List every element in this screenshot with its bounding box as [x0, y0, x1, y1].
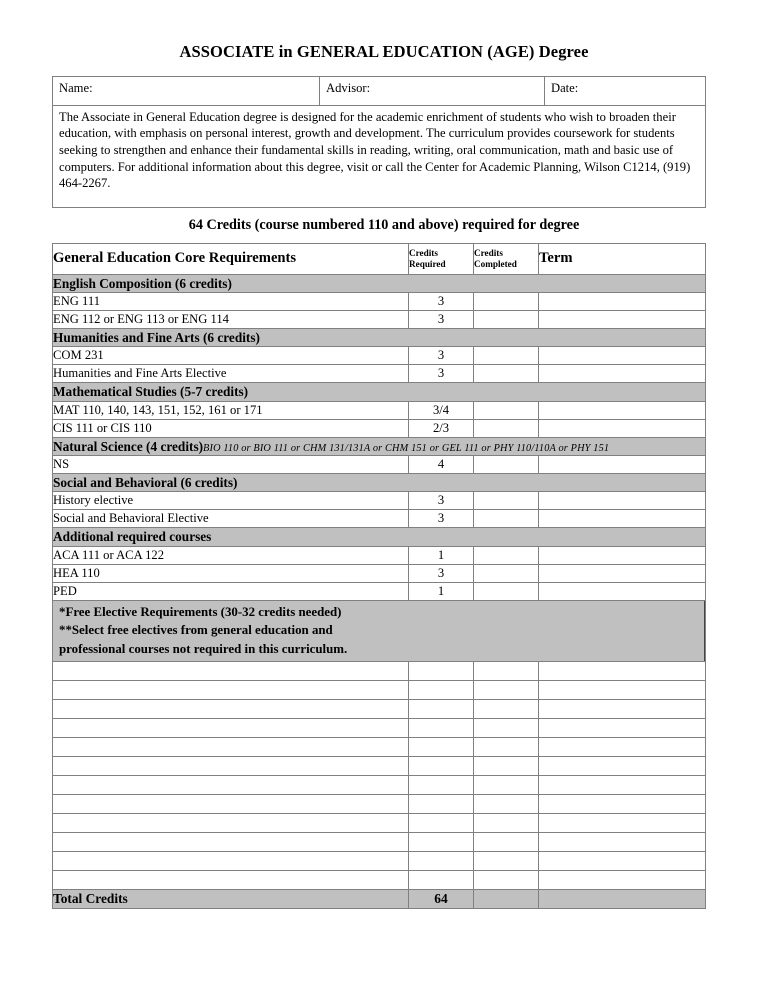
blank-entry-row: [53, 681, 706, 700]
blank-entry-row: [53, 814, 706, 833]
blank-course-name[interactable]: [53, 700, 409, 719]
course-credits-completed[interactable]: [474, 347, 539, 365]
blank-course-name[interactable]: [53, 814, 409, 833]
course-term[interactable]: [539, 401, 706, 419]
blank-credits-completed[interactable]: [474, 814, 539, 833]
blank-credits-completed[interactable]: [474, 795, 539, 814]
course-credits-required: 1: [409, 546, 474, 564]
blank-entry-row: [53, 871, 706, 890]
blank-course-name[interactable]: [53, 662, 409, 681]
blank-entry-row: [53, 833, 706, 852]
section-title-english-composition: English Composition (6 credits): [53, 274, 706, 292]
credits-required-line2: Required: [409, 258, 446, 269]
blank-credits-required[interactable]: [409, 700, 474, 719]
table-row: [53, 564, 706, 582]
blank-entry-row: [53, 757, 706, 776]
blank-credits-completed[interactable]: [474, 833, 539, 852]
course-term[interactable]: [539, 347, 706, 365]
blank-credits-required[interactable]: [409, 795, 474, 814]
section-header-row: [53, 437, 706, 455]
blank-credits-required[interactable]: [409, 681, 474, 700]
total-term[interactable]: [539, 890, 706, 908]
course-term[interactable]: [539, 510, 706, 528]
course-credits-required: 4: [409, 456, 474, 474]
course-name: MAT 110, 140, 143, 151, 152, 161 or 171: [53, 401, 409, 419]
course-credits-completed[interactable]: [474, 311, 539, 329]
section-header-row: [53, 329, 706, 347]
section-header-row: [53, 474, 706, 492]
section-header-row: [53, 383, 706, 401]
course-name: ENG 112 or ENG 113 or ENG 114: [53, 311, 409, 329]
blank-term[interactable]: [539, 719, 706, 738]
course-credits-completed[interactable]: [474, 582, 539, 600]
course-credits-required: 3: [409, 492, 474, 510]
page-title: ASSOCIATE in GENERAL EDUCATION (AGE) Degree: [179, 42, 589, 61]
table-row: [53, 546, 706, 564]
blank-credits-required[interactable]: [409, 871, 474, 890]
course-credits-required: 3: [409, 564, 474, 582]
course-term[interactable]: [539, 582, 706, 600]
course-term[interactable]: [539, 365, 706, 383]
blank-term[interactable]: [539, 681, 706, 700]
date-field[interactable]: Date:: [545, 76, 706, 105]
course-credits-completed[interactable]: [474, 365, 539, 383]
blank-term[interactable]: [539, 814, 706, 833]
section-title-social-behavioral: Social and Behavioral (6 credits): [53, 474, 706, 492]
table-row: [53, 293, 706, 311]
blank-course-name[interactable]: [53, 738, 409, 757]
course-name: HEA 110: [53, 564, 409, 582]
course-credits-required: 3: [409, 311, 474, 329]
credits-completed-line2: Completed: [474, 258, 517, 269]
table-row: [53, 311, 706, 329]
blank-term[interactable]: [539, 852, 706, 871]
blank-credits-completed[interactable]: [474, 700, 539, 719]
course-credits-completed[interactable]: [474, 564, 539, 582]
course-name: ACA 111 or ACA 122: [53, 546, 409, 564]
blank-credits-completed[interactable]: [474, 681, 539, 700]
blank-credits-required[interactable]: [409, 814, 474, 833]
course-credits-completed[interactable]: [474, 456, 539, 474]
student-info-table: [52, 76, 706, 208]
info-description-row: [53, 105, 706, 207]
table-header-row: [53, 243, 706, 274]
blank-entry-row: [53, 662, 706, 681]
course-term[interactable]: [539, 492, 706, 510]
blank-entry-row: [53, 776, 706, 795]
blank-term[interactable]: [539, 700, 706, 719]
section-title-mathematical-studies: Mathematical Studies (5-7 credits): [53, 383, 706, 401]
blank-term[interactable]: [539, 776, 706, 795]
blank-course-name[interactable]: [53, 852, 409, 871]
requirements-table: [52, 243, 706, 909]
total-credits-row: [53, 890, 706, 908]
section-title-natural-science: [53, 437, 706, 455]
course-credits-required: 2/3: [409, 419, 474, 437]
blank-course-name[interactable]: [53, 719, 409, 738]
blank-course-name[interactable]: [53, 776, 409, 795]
course-credits-completed[interactable]: [474, 419, 539, 437]
table-row: [53, 347, 706, 365]
course-name: History elective: [53, 492, 409, 510]
free-elective-note-row: [53, 600, 706, 662]
blank-term[interactable]: [539, 757, 706, 776]
credits-completed-line1: Credits: [474, 247, 503, 258]
course-credits-required: 3: [409, 293, 474, 311]
course-name: Social and Behavioral Elective: [53, 510, 409, 528]
table-row: [53, 456, 706, 474]
section-title-humanities-fine-arts: Humanities and Fine Arts (6 credits): [53, 329, 706, 347]
info-header-row: [53, 76, 706, 105]
blank-credits-completed[interactable]: [474, 776, 539, 795]
blank-credits-required[interactable]: [409, 662, 474, 681]
blank-credits-completed[interactable]: [474, 719, 539, 738]
course-credits-required: 1: [409, 582, 474, 600]
blank-entry-row: [53, 795, 706, 814]
course-name: COM 231: [53, 347, 409, 365]
course-name: ENG 111: [53, 293, 409, 311]
blank-course-name[interactable]: [53, 681, 409, 700]
section-header-row: [53, 274, 706, 292]
column-header-credits-completed: [474, 243, 539, 274]
course-term[interactable]: [539, 546, 706, 564]
credits-requirement-line: 64 Credits (course numbered 110 and above) required for degree: [188, 216, 580, 233]
blank-credits-required[interactable]: [409, 776, 474, 795]
blank-entry-row: [53, 852, 706, 871]
course-credits-completed[interactable]: [474, 546, 539, 564]
course-name: Humanities and Fine Arts Elective: [53, 365, 409, 383]
blank-credits-completed[interactable]: [474, 757, 539, 776]
blank-course-name[interactable]: [53, 757, 409, 776]
table-row: [53, 510, 706, 528]
course-credits-completed[interactable]: [474, 293, 539, 311]
credits-required-line1: Credits: [409, 247, 438, 258]
table-row: [53, 419, 706, 437]
blank-credits-completed[interactable]: [474, 738, 539, 757]
free-elective-line1: *Free Elective Requirements (30-32 credits needed): [59, 604, 342, 619]
free-elective-lines: [53, 601, 705, 662]
free-elective-line2: **Select free electives from general education and: [59, 623, 333, 638]
free-elective-line3: professional courses not required in this curriculum.: [59, 641, 348, 656]
course-name: PED: [53, 582, 409, 600]
course-credits-required: 3: [409, 510, 474, 528]
blank-term[interactable]: [539, 662, 706, 681]
course-credits-required: 3: [409, 365, 474, 383]
blank-credits-required[interactable]: [409, 852, 474, 871]
column-header-term: Term: [539, 243, 706, 274]
column-header-requirements: General Education Core Requirements: [53, 243, 409, 274]
table-row: [53, 582, 706, 600]
blank-entry-row: [53, 700, 706, 719]
column-header-credits-required: [409, 243, 474, 274]
blank-term[interactable]: [539, 738, 706, 757]
course-credits-completed[interactable]: [474, 401, 539, 419]
course-term[interactable]: [539, 293, 706, 311]
name-field[interactable]: Name:: [53, 76, 320, 105]
course-name: CIS 111 or CIS 110: [53, 419, 409, 437]
table-row: [53, 401, 706, 419]
blank-term[interactable]: [539, 833, 706, 852]
course-credits-required: 3: [409, 347, 474, 365]
course-name: NS: [53, 456, 409, 474]
blank-course-name[interactable]: [53, 871, 409, 890]
blank-course-name[interactable]: [53, 795, 409, 814]
blank-entry-row: [53, 719, 706, 738]
blank-credits-completed[interactable]: [474, 852, 539, 871]
blank-term[interactable]: [539, 871, 706, 890]
table-row: [53, 365, 706, 383]
blank-entry-row: [53, 738, 706, 757]
blank-credits-completed[interactable]: [474, 662, 539, 681]
blank-credits-required[interactable]: [409, 719, 474, 738]
table-row: [53, 492, 706, 510]
course-term[interactable]: [539, 456, 706, 474]
blank-credits-required[interactable]: [409, 757, 474, 776]
blank-credits-required[interactable]: [409, 833, 474, 852]
degree-description: The Associate in General Education degree is designed for the academic enrichment of students who wish to broaden their education, with emphasis on personal interest, growth and development. The curriculum provides coursework for students seeking to strengthen and enhance their fundamental skills in reading, writing, oral communication, math and basic use of computers. For additional information about this degree, visit or call the Center for Academic Planning, Wilson C1214, (919) 464-2267.: [53, 105, 706, 207]
section-title-note: BIO 110 or BIO 111 or CHM 131/131A or CHM 151 or GEL 111 or PHY 110/110A or PHY 151: [203, 442, 610, 454]
blank-course-name[interactable]: [53, 833, 409, 852]
course-credits-completed[interactable]: [474, 492, 539, 510]
blank-credits-completed[interactable]: [474, 871, 539, 890]
free-elective-note: [53, 600, 706, 662]
course-term[interactable]: [539, 311, 706, 329]
course-term[interactable]: [539, 564, 706, 582]
section-header-row: [53, 528, 706, 546]
course-credits-required: 3/4: [409, 401, 474, 419]
blank-term[interactable]: [539, 795, 706, 814]
section-title-text: Natural Science (4 credits): [53, 438, 204, 454]
blank-credits-required[interactable]: [409, 738, 474, 757]
course-credits-completed[interactable]: [474, 510, 539, 528]
total-credits-required: 64: [409, 890, 474, 908]
total-credits-completed[interactable]: [474, 890, 539, 908]
advisor-field[interactable]: Advisor:: [320, 76, 545, 105]
section-title-additional-required: Additional required courses: [53, 528, 706, 546]
course-term[interactable]: [539, 419, 706, 437]
total-credits-label: Total Credits: [53, 890, 409, 908]
